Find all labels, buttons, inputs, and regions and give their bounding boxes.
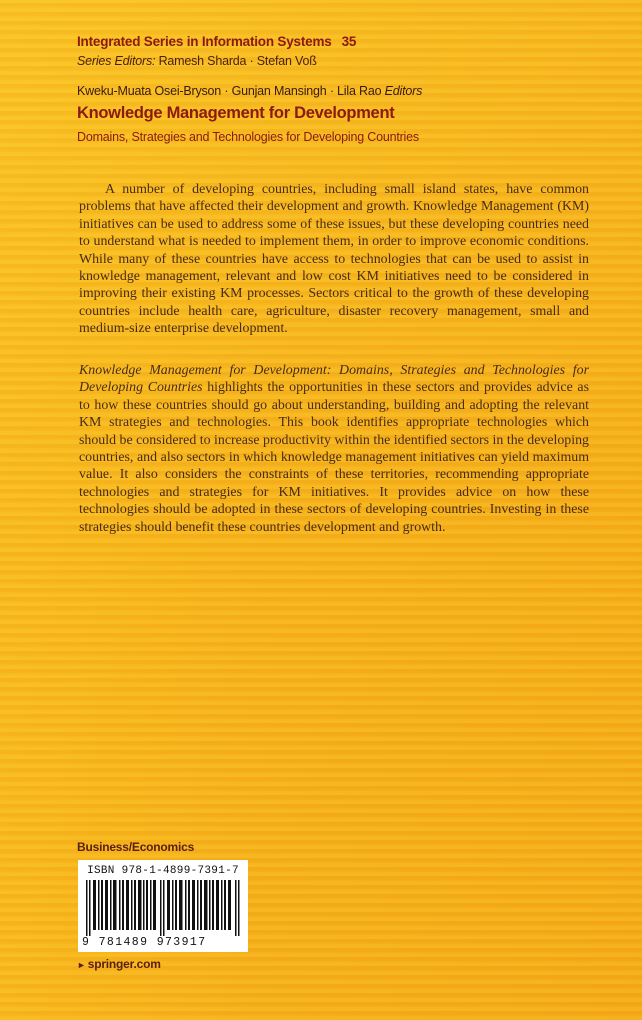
series-editors-names: Ramesh Sharda · Stefan Voß — [158, 54, 317, 68]
barcode-bars — [86, 880, 240, 936]
book-editors-names: Kweku-Muata Osei-Bryson · Gunjan Mansingh · Lila Rao — [77, 84, 382, 98]
book-subtitle: Domains, Strategies and Technologies for Developing Countries — [77, 130, 419, 144]
barcode-digits: 9 781489 973917 — [82, 936, 207, 949]
blurb-book-title: Knowledge Management for Development: Domains, Strategies and Technologies for Developing Countries — [79, 363, 589, 396]
series-volume: 35 — [341, 34, 357, 49]
isbn-label: ISBN 978-1-4899-7391-7 — [87, 865, 239, 877]
blurb-paragraph-1: A number of developing countries, including small island states, have common problems that have affected their development and growth. Knowledge Management (KM) initiatives can be used to address some of these issues, but these developing countries need to understand what is needed to implement them, in order to improve economic conditions. While many of these countries have access to technologies that can be used to assist in knowledge management, relevant and low cost KM initiatives need to be considered in improving their existing KM processes. Sectors critical to the growth of these developing countries include health care, agriculture, disaster recovery management, small and medium-size enterprise development. — [79, 182, 589, 337]
series-name: Integrated Series in Information Systems — [77, 34, 332, 49]
series-title — [77, 34, 356, 49]
blurb-paragraph-2 — [79, 362, 589, 536]
book-editors-label: Editors — [384, 84, 423, 98]
arrow-right-icon: ► — [77, 960, 86, 970]
series-editors — [77, 54, 317, 68]
springer-url: springer.com — [87, 957, 161, 971]
book-title: Knowledge Management for Development — [77, 104, 395, 122]
springer-link[interactable] — [77, 957, 161, 971]
book-editors — [77, 84, 422, 98]
series-editors-label: Series Editors: — [77, 54, 156, 68]
blurb-paragraph-2-body: highlights the opportunities in these sectors and provides advice as to how these countries should go about understanding, building and adopting the relevant KM strategies and technologies. This book identifies appropriate technologies which should be considered to increase productivity within the identified sectors in the developing countries, and also sectors in which knowledge management initiatives can yield maximum value. It also considers the constraints of these territories, recommending appropriate technologies and strategies for KM initiatives. It provides advice on how these technologies should be adopted in these sectors of developing countries. Investing in these strategies should benefit these countries development and growth. — [79, 380, 590, 535]
isbn-barcode — [78, 860, 248, 952]
subject-category: Business/Economics — [77, 840, 195, 854]
